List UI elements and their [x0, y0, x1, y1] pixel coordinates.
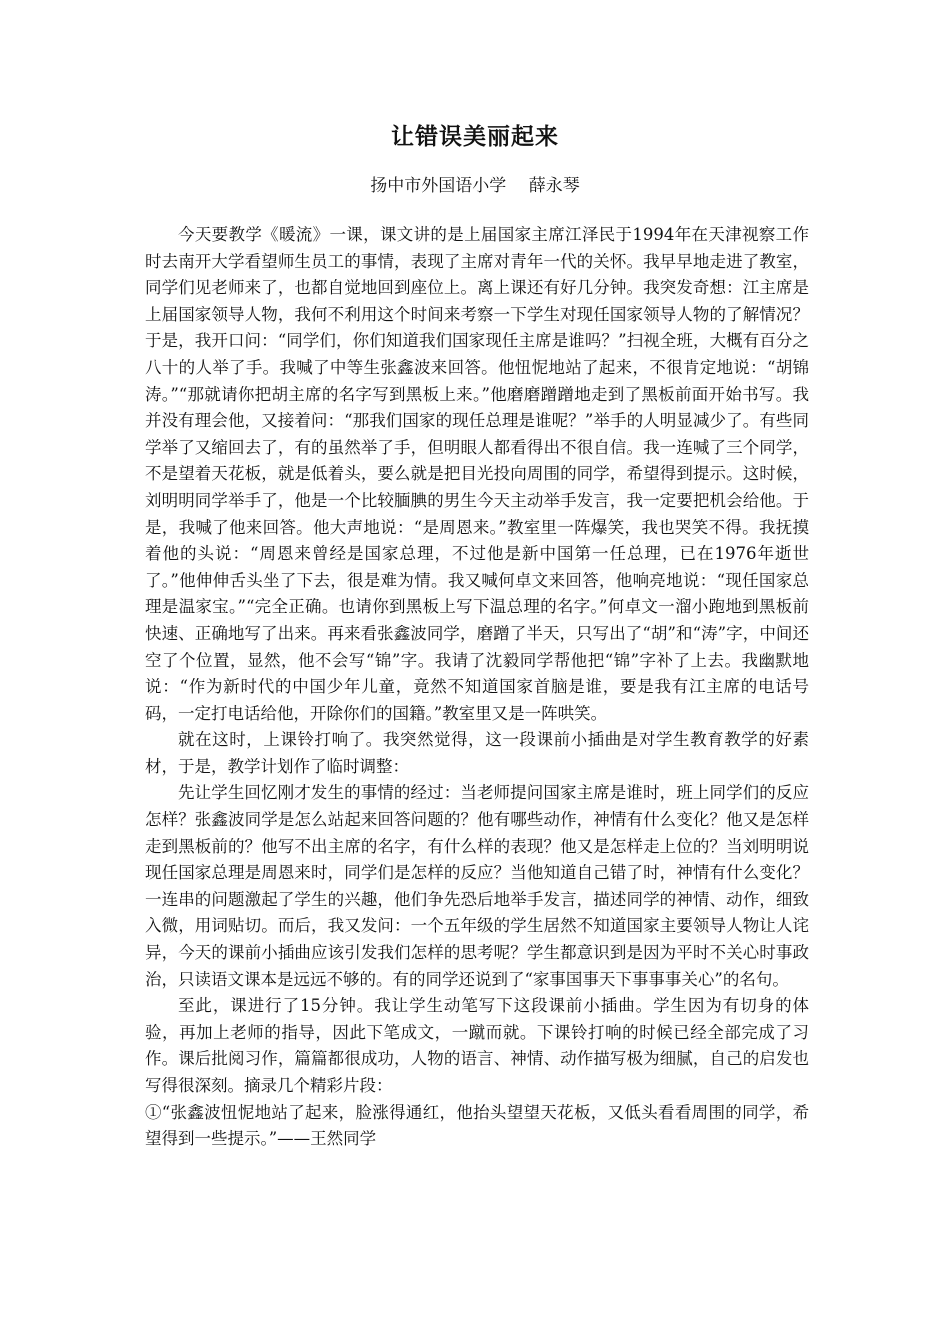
document-title: 让错误美丽起来	[391, 124, 559, 150]
paragraph-3: 先让学生回忆刚才发生的事情的经过：当老师提问国家主席是谁时，班上同学们的反应怎样？张鑫波同学是怎么站起来回答问题的？他有哪些动作，神情有什么变化？他又是怎样走到黑板前的？他写不出主席的名字，有什么样的表现？他又是怎样走上位的？当刘明明说现任国家总理是周恩来时，同学们是怎样的反应？当他知道自己错了时，神情有什么变化？一连串的问题激起了学生的兴趣，他们争先恐后地举手发言，描述同学的神情、动作，细致入微，用词贴切。而后，我又发问：一个五年级的学生居然不知道国家主要领导人物让人诧异，今天的课前小插曲应该引发我们怎样的思考呢？学生都意识到是因为平时不关心时事政治，只读语文课本是远远不够的。有的同学还说到了“家事国事天下事事事关心”的名句。	[145, 783, 809, 989]
paragraph-4: 至此，课进行了15分钟。我让学生动笔写下这段课前小插曲。学生因为有切身的体验，再加上老师的指导，因此下笔成文，一蹴而就。下课铃打响的时候已经全部完成了习作。课后批阅习作，篇篇都很成功，人物的语言、神情、动作描写极为细腻，自己的启发也写得很深刻。摘录几个精彩片段：	[145, 996, 809, 1095]
paragraph-2: 就在这时，上课铃打响了。我突然觉得，这一段课前小插曲是对学生教育教学的好素材，于是，教学计划作了临时调整：	[145, 730, 809, 776]
excerpt-1: ①“张鑫波忸怩地站了起来，脸涨得通红，他抬头望望天花板，又低头看看周围的同学，希望得到一些提示。”——王然同学	[145, 1102, 809, 1149]
paragraph-1: 今天要教学《暖流》一课，课文讲的是上届国家主席江泽民于1994年在天津视察工作时去南开大学看望师生员工的事情，表现了主席对青年一代的关怀。我早早地走进了教室，同学们见老师来了，也都自觉地回到座位上。离上课还有好几分钟。我突发奇想：江主席是上届国家领导人物，我何不利用这个时间来考察一下学生对现任国家领导人物的了解情况？于是，我开口问：“同学们，你们知道我们国家现任主席是谁吗？”扫视全班，大概有百分之八十的人举了手。我喊了中等生张鑫波来回答。他忸怩地站了起来，不很肯定地说：“胡锦涛。”“那就请你把胡主席的名字写到黑板上来。”他磨磨蹭蹭地走到了黑板前面开始书写。我并没有理会他，又接着问：“那我们国家的现任总理是谁呢？”举手的人明显减少了。有些同学举了又缩回去了，有的虽然举了手，但明眼人都看得出不很自信。我一连喊了三个同学，不是望着天花板，就是低着头，要么就是把目光投向周围的同学，希望得到提示。这时候，刘明明同学举手了，他是一个比较腼腆的男生今天主动举手发言，我一定要把机会给他。于是，我喊了他来回答。他大声地说：“是周恩来。”教室里一阵爆笑，我也哭笑不得。我抚摸着他的头说：“周恩来曾经是国家总理，不过他是新中国第一任总理，已在1976年逝世了。”他伸伸舌头坐了下去，很是难为情。我又喊何卓文来回答，他响亮地说：“现任国家总理是温家宝。”“完全正确。也请你到黑板上写下温总理的名字。”何卓文一溜小跑地到黑板前快速、正确地写了出来。再来看张鑫波同学，磨蹭了半天，只写出了“胡”和“涛”字，中间还空了个位置，显然，他不会写“锦”字。我请了沈毅同学帮他把“锦”字补了上去。我幽默地说：“作为新时代的中国少年儿童，竟然不知道国家首脑是谁，要是我有江主席的电话号码，一定打电话给他，开除你们的国籍。”教室里又是一阵哄笑。	[145, 225, 809, 723]
document-body	[145, 222, 809, 1153]
document-author: 扬中市外国语小学 薛永琴	[370, 176, 580, 196]
